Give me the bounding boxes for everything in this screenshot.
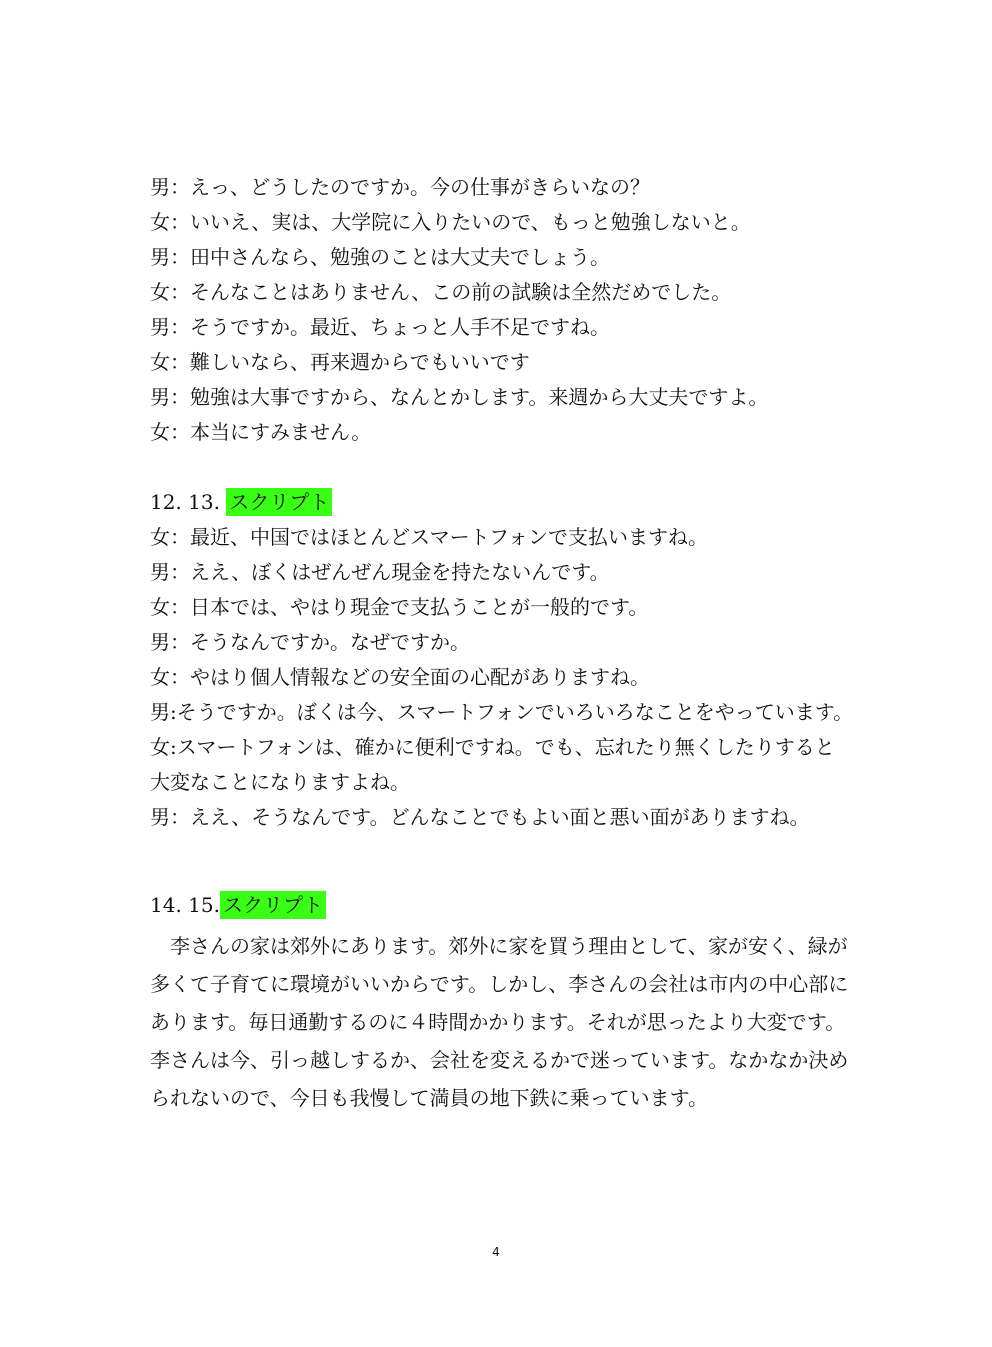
dialogue-line: 女：最近、中国ではほとんどスマートフォンで支払いますね。 <box>150 525 708 549</box>
dialogue-line: 大変なことになりますよね。 <box>150 770 410 794</box>
dialogue-line: 男：そうなんですか。なぜですか。 <box>150 630 470 654</box>
paragraph-line: 李さんの家は郊外にあります。郊外に家を買う理由として、家が安く、緑が <box>150 934 848 958</box>
paragraph-line: 李さんは今、引っ越しするか、会社を変えるかで迷っています。なかなか決め <box>150 1048 849 1072</box>
paragraph-line: られないので、今日も我慢して満員の地下鉄に乗っています。 <box>150 1086 708 1110</box>
dialogue-section-2 <box>150 485 870 835</box>
dialogue-line: 女：難しいなら、再来週からでもいいです <box>150 350 530 374</box>
dialogue-line: 女：やはり個人情報などの安全面の心配がありますね。 <box>150 665 650 689</box>
dialogue-line: 女：日本では、やはり現金で支払うことが一般的です。 <box>150 595 649 619</box>
dialogue-line: 男：ええ、ぼくはぜんぜん現金を持たないんです。 <box>150 560 610 584</box>
dialogue-section-1 <box>150 170 870 450</box>
section-number: 12. 13. <box>150 490 220 514</box>
paragraph-line: あります。毎日通勤するのに４時間かかります。それが思ったより大変です。 <box>150 1010 846 1034</box>
dialogue-line: 男：えっ、どうしたのですか。今の仕事がきらいなの？ <box>150 175 650 199</box>
dialogue-line: 女：そんなことはありません、この前の試験は全然だめでした。 <box>150 280 732 304</box>
dialogue-line: 男：そうですか。最近、ちょっと人手不足ですね。 <box>150 315 610 339</box>
dialogue-line: 男：田中さんなら、勉強のことは大丈夫でしょう。 <box>150 245 610 269</box>
dialogue-line: 女:スマートフォンは、確かに便利ですね。でも、忘れたり無くしたりすると <box>150 735 835 759</box>
dialogue-line: 女：本当にすみません。 <box>150 420 372 444</box>
dialogue-line: 男:そうですか。ぼくは今、スマートフォンでいろいろなことをやっています。 <box>150 700 854 724</box>
script-label-highlight: スクリプト <box>226 488 332 516</box>
narration-section-3 <box>150 888 870 1117</box>
dialogue-line: 男：勉強は大事ですから、なんとかします。来週から大丈夫ですよ。 <box>150 385 769 409</box>
paragraph-line: 多くて子育てに環境がいいからです。しかし、李さんの会社は市内の中心部に <box>150 972 849 996</box>
dialogue-line: 女：いいえ、実は、大学院に入りたいので、もっと勉強しないと。 <box>150 210 751 234</box>
dialogue-line: 男：ええ、そうなんです。どんなことでもよい面と悪い面がありますね。 <box>150 805 810 829</box>
section-heading <box>150 888 870 923</box>
section-number: 14. 15. <box>150 893 220 917</box>
section-heading <box>150 485 870 520</box>
script-label-highlight: スクリプト <box>220 891 326 919</box>
page-number: 4 <box>492 1245 500 1259</box>
